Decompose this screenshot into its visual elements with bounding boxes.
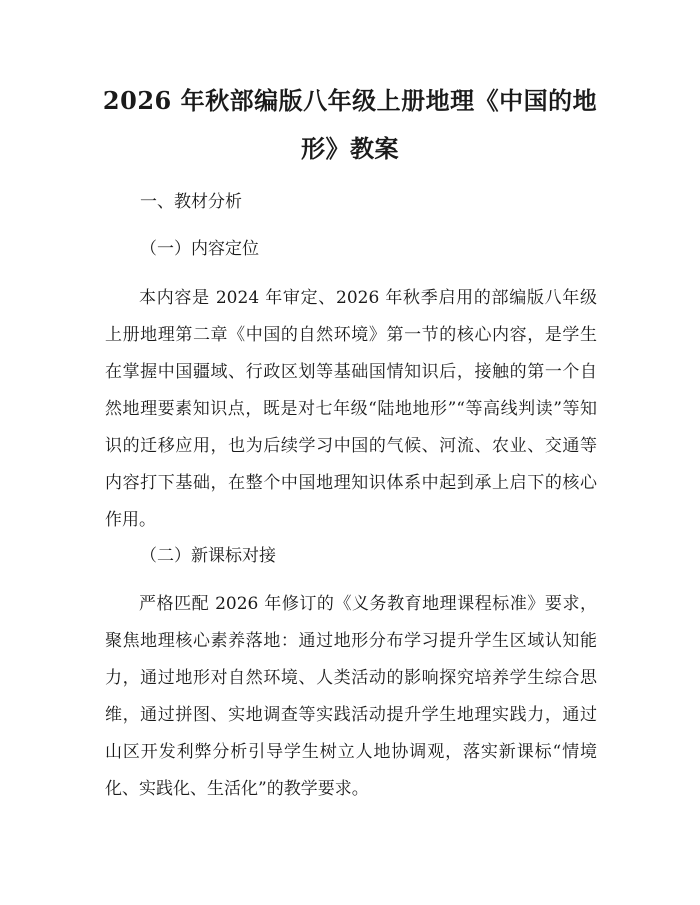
paragraph-content-positioning: 本内容是 2024 年审定、2026 年秋季启用的部编版八年级上册地理第二章《中国的自然环境》第一节的核心内容，是学生在掌握中国疆域、行政区划等基础国情知识后，接触的第一个自然地理要素知识点，既是对七年级“陆地地形”“等高线判读”等知识的迁移应用，也为后续学习中国的气候、河流、农业、交通等内容打下基础，在整个中国地理知识体系中起到承上启下的核心作用。 bbox=[105, 288, 597, 530]
document-title-line-2: 形》教案 bbox=[301, 134, 399, 163]
subsection-heading-content-positioning: （一）内容定位 bbox=[140, 239, 259, 259]
section-heading-textbook-analysis: 一、教材分析 bbox=[140, 192, 242, 212]
subsection-heading-new-curriculum: （二）新课标对接 bbox=[140, 546, 276, 566]
paragraph-new-curriculum: 严格匹配 2026 年修订的《义务教育地理课程标准》要求，聚焦地理核心素养落地：通过地形分布学习提升学生区域认知能力，通过地形对自然环境、人类活动的影响探究培养学生综合思维，通过拼图、实地调查等实践活动提升学生地理实践力，通过山区开发利弊分析引导学生树立人地协调观，落实新课标“情境化、实践化、生活化”的教学要求。 bbox=[105, 594, 597, 799]
document-title-line-1: 2026 年秋部编版八年级上册地理《中国的地 bbox=[102, 86, 598, 115]
